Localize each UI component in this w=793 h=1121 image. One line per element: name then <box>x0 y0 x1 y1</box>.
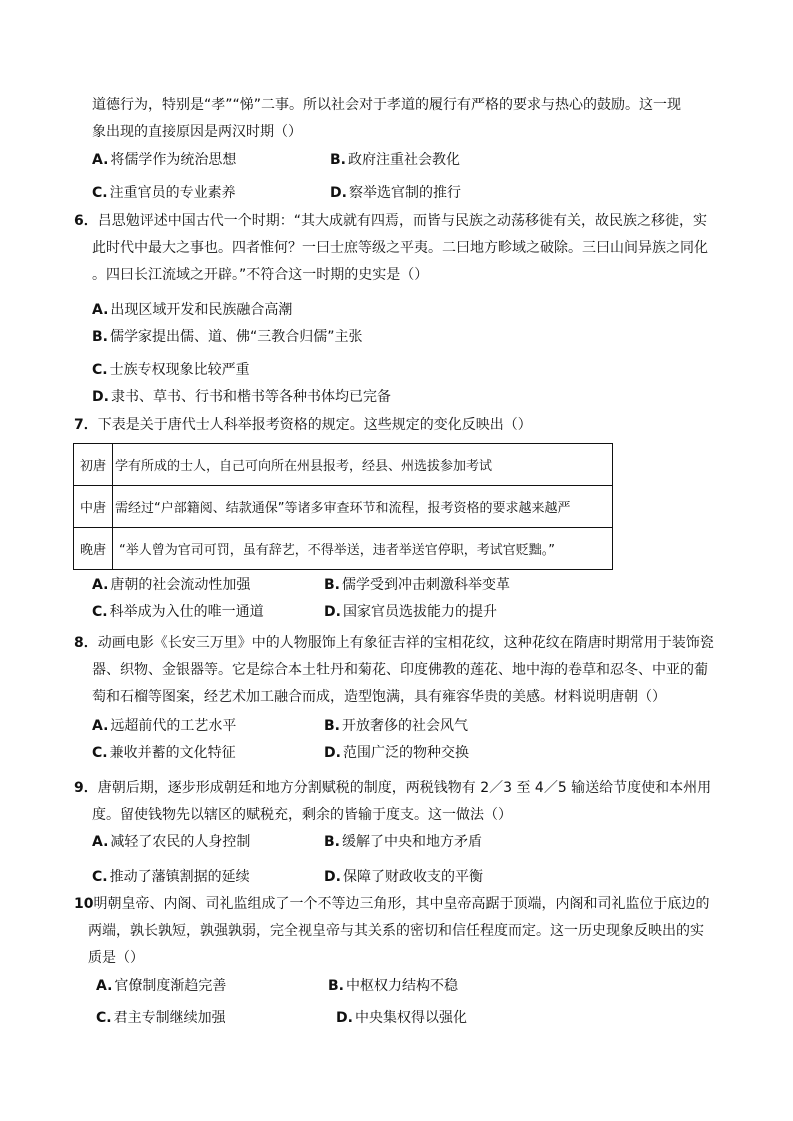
q8-stem-line-2: 器、织物、金银器等。它是综合本土牡丹和菊花、印度佛教的莲花、地中海的卷草和忍冬、中亚的葡 <box>92 662 708 678</box>
q9-option-b[interactable]: B. 缓解了中央和地方矛盾 <box>324 834 482 850</box>
q9-stem-line-2: 度。留使钱物先以辖区的赋税充，剩余的皆输于度支。这一做法（） <box>92 807 512 823</box>
q10-stem-line-3: 质是（） <box>88 950 144 966</box>
q9-option-d[interactable]: D. 保障了财政收支的平衡 <box>324 869 483 885</box>
q8-number: 8． <box>74 635 98 651</box>
q5-option-c[interactable]: C. 注重官员的专业素养 <box>92 185 236 201</box>
q7-stem: 7．下表是关于唐代士人科举报考资格的规定。这些规定的变化反映出（） <box>74 417 532 433</box>
q10-stem-line-1: 10明朝皇帝、内阁、司礼监组成了一个不等边三角形，其中皇帝高踞于顶端，内阁和司礼监位于底边的 <box>74 896 710 912</box>
q8-option-d[interactable]: D. 范围广泛的物种交换 <box>324 745 469 761</box>
q10-option-d[interactable]: D. 中央集权得以强化 <box>336 1010 467 1026</box>
table-cell-desc: 学有所成的士人，自己可向所在州县报考，经县、州选拔参加考试 <box>113 444 613 486</box>
q9-number: 9． <box>74 780 98 796</box>
table-cell-desc: “举人曾为官司可罚，虽有辞艺，不得举送，违者举送官停职，考试官贬黜。” <box>113 528 613 570</box>
q10-option-a[interactable]: A. 官僚制度渐趋完善 <box>96 978 227 994</box>
q6-number: 6． <box>74 213 98 229</box>
q5-stem-line-1: 道德行为，特别是“孝”“悌”二事。所以社会对于孝道的履行有严格的要求与热心的鼓励。这一现 <box>92 97 682 113</box>
q6-stem-line-1: 6．吕思勉评述中国古代一个时期：“其大成就有四焉，而皆与民族之动荡移徙有关，故民族之移徙，实 <box>74 213 708 229</box>
table-cell-era: 初唐 <box>74 444 113 486</box>
q9-stem-line-1: 9．唐朝后期，逐步形成朝廷和地方分割赋税的制度，两税钱物有 2／3 至 4／5 输送给节度使和本州用 <box>74 780 712 796</box>
q7-option-d[interactable]: D. 国家官员选拔能力的提升 <box>324 604 497 620</box>
q7-option-b[interactable]: B. 儒学受到冲击刺激科举变革 <box>324 577 510 593</box>
table-row <box>74 444 613 486</box>
q8-option-a[interactable]: A. 远超前代的工艺水平 <box>92 718 237 734</box>
q7-option-c[interactable]: C. 科举成为入仕的唯一通道 <box>92 604 264 620</box>
q9-option-c[interactable]: C. 推动了藩镇割据的延续 <box>92 869 250 885</box>
q6-option-b[interactable]: B. 儒学家提出儒、道、佛“三教合归儒”主张 <box>92 329 363 345</box>
q10-number: 10 <box>74 896 94 912</box>
q6-stem-line-2: 此时代中最大之事也。四者惟何？一曰士庶等级之平夷。二曰地方畛域之破除。三曰山间异族之同化 <box>92 240 708 256</box>
table-cell-era: 晚唐 <box>74 528 113 570</box>
table-cell-desc: 需经过“户部籍阅、结款通保”等诸多审查环节和流程，报考资格的要求越来越严 <box>113 486 613 528</box>
q6-option-d[interactable]: D. 隶书、草书、行书和楷书等各种书体均已完备 <box>92 389 391 405</box>
table-row <box>74 528 613 570</box>
q5-option-d[interactable]: D. 察举选官制的推行 <box>330 185 461 201</box>
q6-option-c[interactable]: C. 士族专权现象比较严重 <box>92 362 250 378</box>
q10-option-b[interactable]: B. 中枢权力结构不稳 <box>328 978 458 994</box>
q10-option-c[interactable]: C. 君主专制继续加强 <box>96 1010 226 1026</box>
table-cell-era: 中唐 <box>74 486 113 528</box>
table-row <box>74 486 613 528</box>
q8-stem-line-1: 8．动画电影《长安三万里》中的人物服饰上有象征吉祥的宝相花纹，这种花纹在隋唐时期常用于装饰瓷 <box>74 635 714 651</box>
q8-stem-line-3: 萄和石榴等图案，经艺术加工融合而成，造型饱满，具有雍容华贵的美感。材料说明唐朝（） <box>92 689 666 705</box>
q5-option-b[interactable]: B. 政府注重社会教化 <box>330 152 460 168</box>
q5-option-a[interactable]: A. 将儒学作为统治思想 <box>92 152 237 168</box>
q9-option-a[interactable]: A. 减轻了农民的人身控制 <box>92 834 251 850</box>
q7-number: 7． <box>74 417 98 433</box>
q5-stem-line-2: 象出现的直接原因是两汉时期（） <box>92 124 302 140</box>
q7-table <box>73 443 613 570</box>
q6-stem-line-3: 。四曰长江流域之开辟。”不符合这一时期的史实是（） <box>92 267 429 283</box>
q7-option-a[interactable]: A. 唐朝的社会流动性加强 <box>92 577 251 593</box>
q10-stem-line-2: 两端，孰长孰短，孰强孰弱，完全视皇帝与其关系的密切和信任程度而定。这一历史现象反映出的实 <box>88 923 704 939</box>
q6-option-a[interactable]: A. 出现区域开发和民族融合高潮 <box>92 302 293 318</box>
q8-option-b[interactable]: B. 开放奢侈的社会风气 <box>324 718 468 734</box>
q8-option-c[interactable]: C. 兼收并蓄的文化特征 <box>92 745 236 761</box>
